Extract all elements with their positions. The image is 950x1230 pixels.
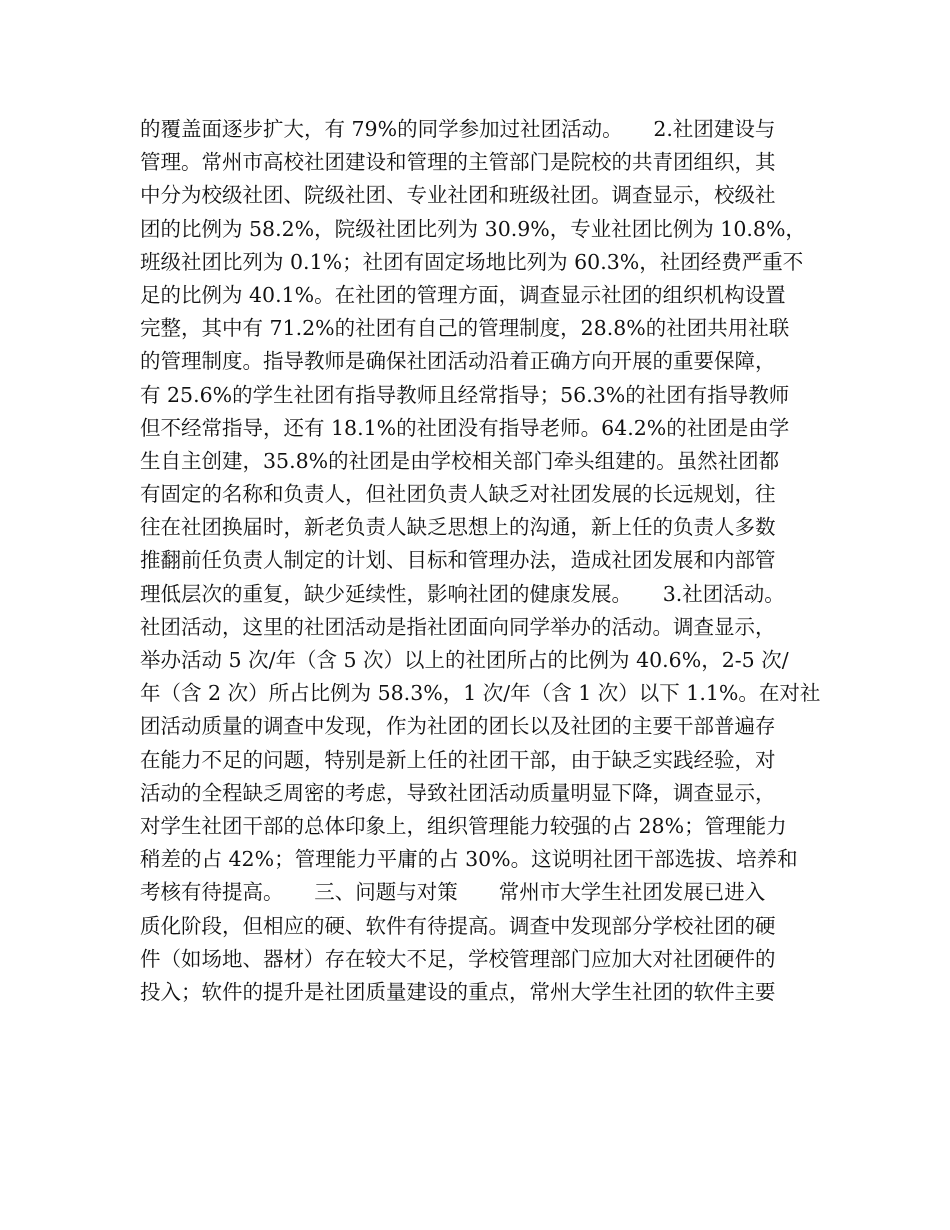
text-line: 在能力不足的问题，特别是新上任的社团干部，由于缺乏实践经验，对: [140, 747, 776, 772]
text-line: 足的比例为 40.1%。在社团的管理方面，调查显示社团的组织机构设置: [140, 282, 786, 307]
text-line: 对学生社团干部的总体印象上，组织管理能力较强的占 28%；管理能力: [140, 813, 787, 838]
text-line: 往在社团换届时，新老负责人缺乏思想上的沟通，新上任的负责人多数: [140, 515, 776, 540]
text-line: 活动的全程缺乏周密的考虑，导致社团活动质量明显下降，调查显示，: [140, 780, 776, 805]
text-line: 团的比例为 58.2%，院级社团比列为 30.9%，专业社团比例为 10.8%，: [140, 216, 806, 241]
text-line: 考核有待提高。 三、问题与对策 常州市大学生社团发展已进入: [140, 880, 766, 905]
text-line: 有固定的名称和负责人，但社团负责人缺乏对社团发展的长远规划，往: [140, 482, 776, 507]
body-text: [140, 113, 830, 1009]
text-line: 有 25.6%的学生社团有指导教师且经常指导；56.3%的社团有指导教师: [140, 382, 790, 407]
text-line: 年（含 2 次）所占比例为 58.3%，1 次/年（含 1 次）以下 1.1%。在对社: [140, 681, 821, 706]
text-line: 的管理制度。指导教师是确保社团活动沿着正确方向开展的重要保障，: [140, 349, 776, 374]
text-line: 完整，其中有 71.2%的社团有自己的管理制度，28.8%的社团共用社联: [140, 316, 790, 341]
text-line: 社团活动，这里的社团活动是指社团面向同学举办的活动。调查显示，: [140, 614, 776, 639]
text-line: 理低层次的重复，缺少延续性，影响社团的健康发展。 3.社团活动。: [140, 581, 785, 606]
text-line: 件（如场地、器材）存在较大不足，学校管理部门应加大对社团硬件的: [140, 946, 776, 971]
text-line: 团活动质量的调查中发现，作为社团的团长以及社团的主要干部普遍存: [140, 714, 776, 739]
text-line: 中分为校级社团、院级社团、专业社团和班级社团。调查显示，校级社: [140, 183, 776, 208]
text-line: 管理。常州市高校社团建设和管理的主管部门是院校的共青团组织，其: [140, 150, 776, 175]
text-line: 推翻前任负责人制定的计划、目标和管理办法，造成社团发展和内部管: [140, 548, 776, 573]
text-line: 稍差的占 42%；管理能力平庸的占 30%。这说明社团干部选拔、培养和: [140, 847, 798, 872]
text-line: 生自主创建，35.8%的社团是由学校相关部门牵头组建的。虽然社团都: [140, 448, 780, 473]
text-line: 举办活动 5 次/年（含 5 次）以上的社团所占的比例为 40.6%，2-5 次/: [140, 648, 789, 672]
text-line: 班级社团比列为 0.1%；社团有固定场地比列为 60.3%，社团经费严重不: [140, 249, 804, 274]
text-line: 质化阶段，但相应的硬、软件有待提高。调查中发现部分学校社团的硬: [140, 913, 776, 938]
text-line: 但不经常指导，还有 18.1%的社团没有指导老师。64.2%的社团是由学: [140, 415, 790, 440]
text-line: 的覆盖面逐步扩大，有 79%的同学参加过社团活动。 2.社团建设与: [140, 117, 776, 141]
text-line: 投入；软件的提升是社团质量建设的重点，常州大学生社团的软件主要: [140, 979, 776, 1004]
